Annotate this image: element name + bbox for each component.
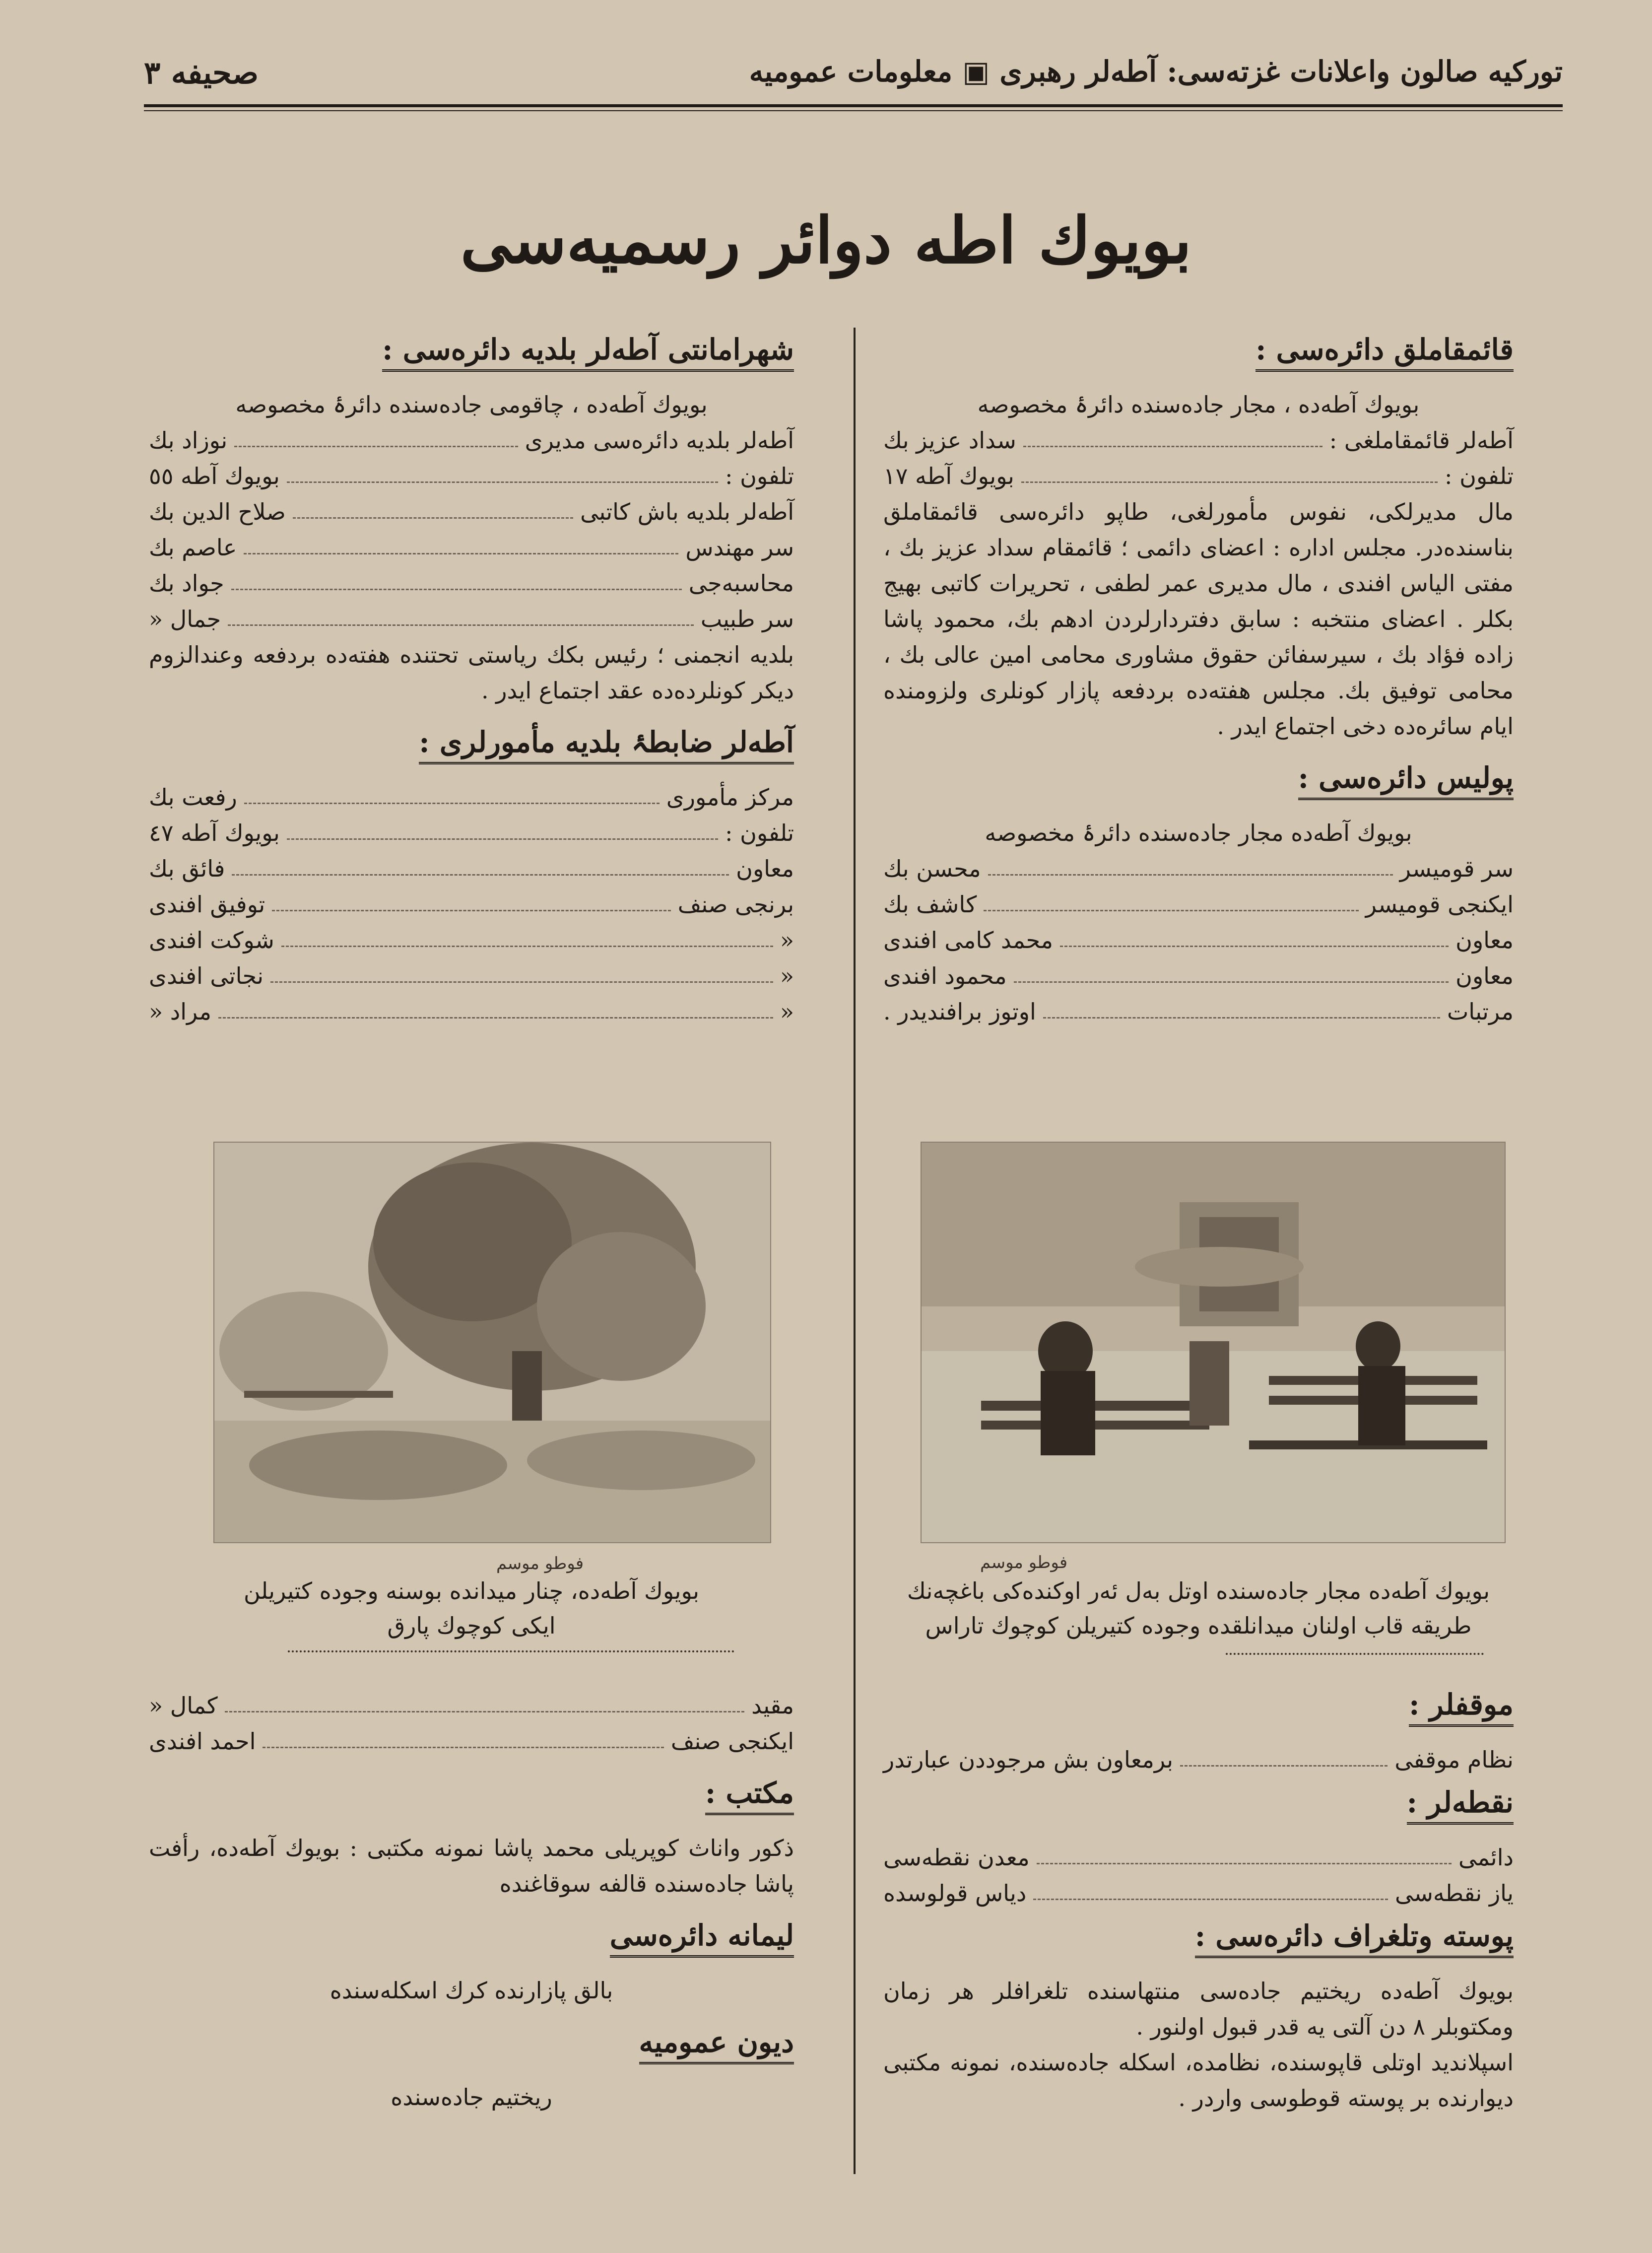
row-key: تلفون : <box>725 819 794 846</box>
row-value: محمود افندی <box>883 962 1007 989</box>
page-title: بویوك اطه دوائر رسمیه‌سی <box>460 204 1192 278</box>
caption-line: بویوك آطه‌ده مجار جاده‌سنده اوتل بەل ئەر اوكنده‌كی باغچه‌نك <box>907 1577 1490 1604</box>
row-key: آطه‌لر بلدیه باش كاتبی <box>580 498 794 525</box>
liman-heading: لیمانه دائره‌سی <box>610 1918 794 1958</box>
photo-caption <box>883 1573 1514 1643</box>
row-key: سر مهندس <box>685 534 794 561</box>
row-key: تلفون : <box>725 463 794 489</box>
row-value: توفیق افندی <box>149 891 265 918</box>
right-column <box>883 333 1514 1029</box>
kaymakam-heading: قائمقاملق دائره‌سی : <box>1256 333 1514 372</box>
zabita-extra-row <box>149 1688 794 1723</box>
zabita-row <box>149 922 794 958</box>
police-row <box>883 887 1514 922</box>
caption-line: ایكی كوچوك پارق <box>387 1612 556 1639</box>
row-value: بویوك آطه ٥٥ <box>149 463 280 489</box>
belediye-row <box>149 601 794 637</box>
photo-caption <box>149 1573 794 1643</box>
column-divider <box>854 328 856 2174</box>
row-key: برنجی صنف <box>677 891 794 918</box>
row-value: دیاس قولوسده <box>883 1880 1027 1907</box>
row-value: محمد كامی افندی <box>883 927 1054 954</box>
photo-credit: فوطو موسم <box>496 1554 584 1573</box>
noktalar-heading: نقطه‌لر : <box>1407 1785 1514 1825</box>
police-row <box>883 851 1514 887</box>
newspaper-title: تورکیه صالون واعلانات غزته‌سی: آطه‌لر رهبری ▣ معلومات عمومیه <box>749 55 1563 88</box>
row-value: برمعاون بش مرجوددن عبارتدر <box>883 1746 1174 1773</box>
row-value: بویوك آطه ۱۷ <box>883 463 1014 489</box>
kaymakam-row <box>883 458 1514 494</box>
belediye-row <box>149 422 794 458</box>
row-key: « <box>780 927 794 954</box>
police-row <box>883 994 1514 1029</box>
belediye-address: بویوك آطه‌ده ، چاقومی جاده‌سنده دائرۂ مخصوصه <box>235 391 708 418</box>
caption-line: بویوك آطه‌ده، چنار میدانده بوسنه وجوده كتیریلن <box>243 1577 700 1604</box>
page-number: صحیفه ۳ <box>144 55 259 91</box>
row-key: « <box>780 962 794 989</box>
zabita-row <box>149 851 794 887</box>
mekteb-heading: مكتب : <box>705 1776 794 1815</box>
row-value: معدن نقطه‌سی <box>883 1844 1030 1871</box>
left-column-lower <box>149 1688 794 2115</box>
belediye-row <box>149 530 794 565</box>
zabita-row <box>149 779 794 815</box>
kaymakam-address: بویوك آطه‌ده ، مجار جاده‌سنده دائرۂ مخصوصه <box>977 391 1420 418</box>
row-value: جمال « <box>149 606 221 632</box>
left-column <box>149 333 794 1029</box>
row-value: بویوك آطه ٤٧ <box>149 819 280 846</box>
row-key: معاون <box>1455 962 1514 989</box>
zabita-row <box>149 887 794 922</box>
mevkufhane-heading: موقفلر : <box>1409 1688 1514 1727</box>
row-value: صلاح الدین بك <box>149 498 286 525</box>
caption-line: طریقه قاب اولنان میدانلقده وجوده كتیریلن كوچوك تاراس <box>925 1612 1472 1639</box>
row-key: آطه‌لر قائمقاملغی : <box>1329 427 1514 454</box>
row-key: « <box>780 998 794 1025</box>
duyun-text: ریختیم جاده‌سنده <box>391 2084 552 2111</box>
police-row <box>883 922 1514 958</box>
belediye-row <box>149 494 794 530</box>
row-value: شوكت افندی <box>149 927 274 954</box>
row-value: نجاتی افندی <box>149 962 264 989</box>
terrace-photo <box>921 1142 1506 1543</box>
row-key: مرتبات <box>1447 998 1514 1025</box>
row-key: تلفون : <box>1445 463 1514 489</box>
row-key: محاسبه‌جی <box>688 570 794 597</box>
mevkufhane-row <box>883 1742 1514 1777</box>
mekteb-paragraph: ذكور واناث كوپریلی محمد پاشا نمونه مكتبی : بویوك آطه‌ده، رأفت پاشا جاده‌سنده قالفه سوقاغنده <box>149 1835 794 1897</box>
row-key: دائمی <box>1458 1844 1514 1871</box>
row-key: ایكنجی قومیسر <box>1365 891 1514 918</box>
row-value: احمد افندی <box>149 1728 256 1755</box>
row-value: مراد « <box>149 998 212 1025</box>
row-key: معاون <box>1455 927 1514 954</box>
row-key: آطه‌لر بلدیه دائره‌سی مدیری <box>525 427 794 454</box>
park-photo <box>213 1142 771 1543</box>
zabita-row <box>149 958 794 994</box>
duyun-heading: دیون عمومیه <box>639 2025 794 2064</box>
police-address: بویوك آطه‌ده مجار جاده‌سنده دائرۂ مخصوصه <box>985 819 1412 846</box>
kaymakam-paragraph: مال مدیرلكی، نفوس مأمورلغی، طاپو دائره‌سی قائمقاملق بناسنده‌در. مجلس اداره : اعضای دائمی ؛ قائمقام سداد عزیز بك ، مفتی الیاس افندی ، مال مدیری عمر لطفی ، تحریرات كاتبی بهیج بكلر . اعضای منتخبه : سابق دفتردارلردن ادهم بك، محمود پاشا زاده فؤاد بك ، سیرسفائن حقوق مشاوری محامی امین عالی بك ، محامی توفیق بك. مجلس هفته‌ده بردفعه پازار كونلری ولزومنده ایام سائره‌ده دخی اجتماع ایدر . <box>883 498 1514 740</box>
kaymakam-row <box>883 422 1514 458</box>
nokta-row <box>883 1875 1514 1911</box>
row-value: نوزاد بك <box>149 427 228 454</box>
police-row <box>883 958 1514 994</box>
liman-text: بالق پازارنده كرك اسكله‌سنده <box>330 1977 613 2004</box>
row-key: معاون <box>736 855 794 882</box>
photo-credit: فوطو موسم <box>980 1553 1068 1572</box>
row-value: سداد عزیز بك <box>883 427 1016 454</box>
police-heading: پولیس دائره‌سی : <box>1298 761 1514 800</box>
posta-heading: پوسته وتلغراف دائره‌سی : <box>1195 1919 1514 1958</box>
row-key: یاز نقطه‌سی <box>1394 1880 1514 1907</box>
belediye-row <box>149 565 794 601</box>
row-key: ایكنجی صنف <box>670 1728 794 1755</box>
row-value: اوتوز برافندیدر . <box>883 998 1036 1025</box>
belediye-row <box>149 458 794 494</box>
row-key: مقید <box>751 1692 794 1719</box>
posta-paragraph: اسپلاندید اوتلی قاپوسنده، نظامده، اسكله جاده‌سنده، نمونه مكتبی دیوارنده بر پوسته قوطوسی واردر . <box>883 2049 1514 2112</box>
header-divider <box>144 104 1563 111</box>
right-column-lower <box>883 1688 1514 2116</box>
row-value: محسن بك <box>883 855 981 882</box>
row-key: مركز مأموری <box>666 784 794 811</box>
belediye-heading: شهرامانتی آطه‌لر بلدیه دائره‌سی : <box>382 333 794 372</box>
row-value: رفعت بك <box>149 784 237 811</box>
zabita-row <box>149 815 794 851</box>
row-value: كمال « <box>149 1692 218 1719</box>
zabita-heading: آطه‌لر ضابطۂ بلدیه مأمورلری : <box>419 725 794 764</box>
row-value: عاصم بك <box>149 534 237 561</box>
row-key: سر قومیسر <box>1399 855 1514 882</box>
row-value: جواد بك <box>149 570 224 597</box>
caption-divider <box>288 1650 734 1652</box>
caption-divider <box>1226 1653 1484 1655</box>
zabita-row <box>149 994 794 1029</box>
row-value: فائق بك <box>149 855 225 882</box>
row-key: نظام موقفی <box>1394 1746 1514 1773</box>
nokta-row <box>883 1840 1514 1875</box>
zabita-extra-row <box>149 1723 794 1759</box>
posta-paragraph: بویوك آطه‌ده ریختیم جاده‌سی منتهاسنده تلغرافلر هر زمان ومكتوبلر ۸ دن آلتی یه قدر قبول اولنور . <box>883 1978 1514 2040</box>
row-key: سر طبیب <box>700 606 794 632</box>
row-value: كاشف بك <box>883 891 977 918</box>
page-header <box>144 50 1563 104</box>
belediye-paragraph: بلدیه انجمنی ؛ رئیس بكك ریاستی تحتنده هفته‌ده بردفعه وعندالزوم دیكر كونلرده‌ده عقد اجتماع ایدر . <box>149 641 794 704</box>
